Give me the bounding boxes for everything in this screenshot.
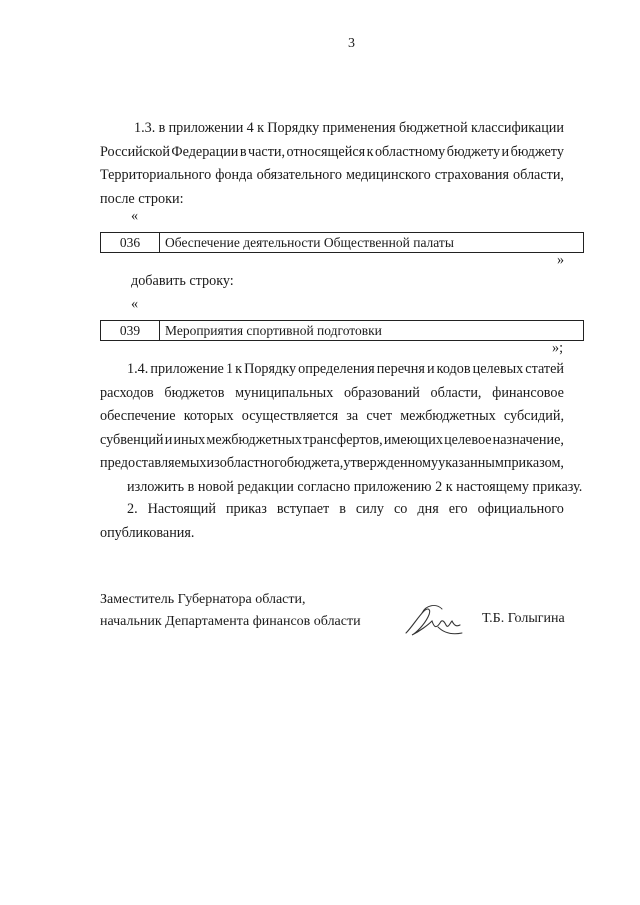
word: и — [164, 431, 173, 448]
row-name: Обеспечение деятельности Общественной палаты — [165, 235, 454, 250]
signatory-position-2: начальник Департамента финансов области — [100, 614, 361, 629]
word: опубликования. — [100, 524, 195, 541]
word: бюджету — [510, 143, 564, 160]
word: субвенций — [100, 431, 164, 448]
word: 1.4. — [127, 361, 149, 377]
word: со — [394, 501, 408, 517]
word: 1.3. — [134, 120, 156, 136]
add-row-label: добавить строку: — [131, 273, 234, 289]
word: к — [257, 120, 264, 136]
word: расходов — [100, 384, 154, 401]
word: Территориального — [100, 167, 212, 183]
paragraph-line — [100, 358, 564, 382]
word: относящейся — [286, 143, 366, 160]
word: из — [206, 455, 220, 471]
word: классификации — [471, 120, 564, 136]
word: назначение, — [492, 431, 564, 448]
word: Порядку — [267, 120, 320, 136]
word: 4 — [246, 120, 254, 136]
table-row-036 — [100, 232, 584, 253]
word: после строки: — [100, 190, 184, 207]
paragraph-line — [100, 452, 564, 476]
word: применения — [322, 120, 396, 136]
word: бюджетов — [164, 384, 225, 401]
word: целевых — [472, 361, 524, 377]
word: счет — [366, 408, 393, 424]
word: обязательного — [256, 167, 342, 183]
word: утвержденному — [343, 455, 439, 471]
word: Федерации — [171, 143, 239, 160]
word: бюджетной — [398, 120, 468, 136]
word: приказом, — [503, 455, 564, 471]
word: вступает — [276, 501, 330, 517]
paragraph-line — [100, 522, 564, 546]
word: в — [158, 120, 166, 136]
paragraph-line — [100, 164, 564, 188]
word: 2. — [127, 501, 138, 517]
paragraph-2 — [100, 498, 564, 545]
word: приказ — [225, 501, 267, 517]
word: указанным — [438, 455, 504, 471]
word: предоставляемых — [100, 455, 207, 471]
word: дня — [417, 501, 439, 517]
word: трансфертов, — [303, 431, 383, 448]
word: официального — [477, 501, 564, 517]
word: определения — [298, 361, 375, 377]
word: в — [239, 143, 247, 160]
word: областного — [219, 455, 287, 471]
word: к — [235, 361, 243, 377]
paragraph-line — [100, 498, 564, 522]
word: перечня — [376, 361, 425, 377]
word: осуществляется — [241, 408, 339, 424]
paragraph-line — [100, 476, 583, 500]
table-row-039 — [100, 320, 584, 341]
word: межбюджетных — [206, 431, 302, 448]
word: страхования — [434, 167, 509, 183]
word: в — [339, 501, 346, 517]
word: целевое — [444, 431, 492, 448]
word: фонда — [215, 167, 253, 183]
word: имеющих — [383, 431, 443, 448]
word: за — [346, 408, 359, 424]
word: образований — [343, 384, 420, 401]
handwritten-signature — [402, 603, 466, 641]
word: обеспечение — [100, 408, 176, 424]
word: части, — [248, 143, 286, 160]
word: областному — [374, 143, 446, 160]
paragraph-line — [100, 117, 564, 141]
word: иных — [173, 431, 206, 448]
paragraph-1-3 — [100, 117, 564, 211]
word: межбюджетных — [400, 408, 496, 424]
word: приложение — [150, 361, 224, 377]
word: муниципальных — [235, 384, 334, 401]
signatory-position-1: Заместитель Губернатора области, — [100, 592, 306, 607]
word: изложить в новой редакции согласно приложению 2 к настоящему приказу. — [127, 478, 583, 495]
word: бюджета, — [286, 455, 344, 471]
paragraph-line — [100, 405, 564, 429]
quote-close-2: »; — [552, 340, 564, 356]
word: к — [366, 143, 374, 160]
paragraph-line — [100, 382, 564, 406]
quote-open-1: « — [131, 208, 139, 224]
word: приложении — [168, 120, 244, 136]
word: медицинского — [345, 167, 431, 183]
word: бюджету — [446, 143, 501, 160]
word: Российской — [100, 143, 170, 160]
word: финансовое — [492, 384, 564, 401]
word: Настоящий — [147, 501, 216, 517]
row-code: 039 — [101, 321, 160, 340]
paragraph-line — [100, 429, 564, 453]
quote-open-2: « — [131, 296, 139, 312]
word: статей — [525, 361, 564, 377]
word: его — [448, 501, 468, 517]
word: и — [426, 361, 435, 377]
word: Порядку — [244, 361, 297, 377]
paragraph-1-4 — [100, 358, 583, 499]
quote-close-1: » — [557, 252, 565, 268]
word: 1 — [225, 361, 234, 377]
word: кодов — [436, 361, 471, 377]
signatory-name: Т.Б. Голыгина — [482, 611, 565, 626]
word: силу — [355, 501, 384, 517]
word: области, — [430, 384, 482, 401]
row-code: 036 — [101, 233, 160, 252]
word: и — [501, 143, 510, 160]
page-number: 3 — [348, 36, 355, 51]
word: области, — [512, 167, 564, 183]
word: субсидий, — [503, 408, 564, 424]
row-name: Мероприятия спортивной подготовки — [165, 323, 382, 338]
word: которых — [183, 408, 234, 424]
paragraph-line — [100, 141, 564, 165]
paragraph-line — [100, 188, 564, 212]
